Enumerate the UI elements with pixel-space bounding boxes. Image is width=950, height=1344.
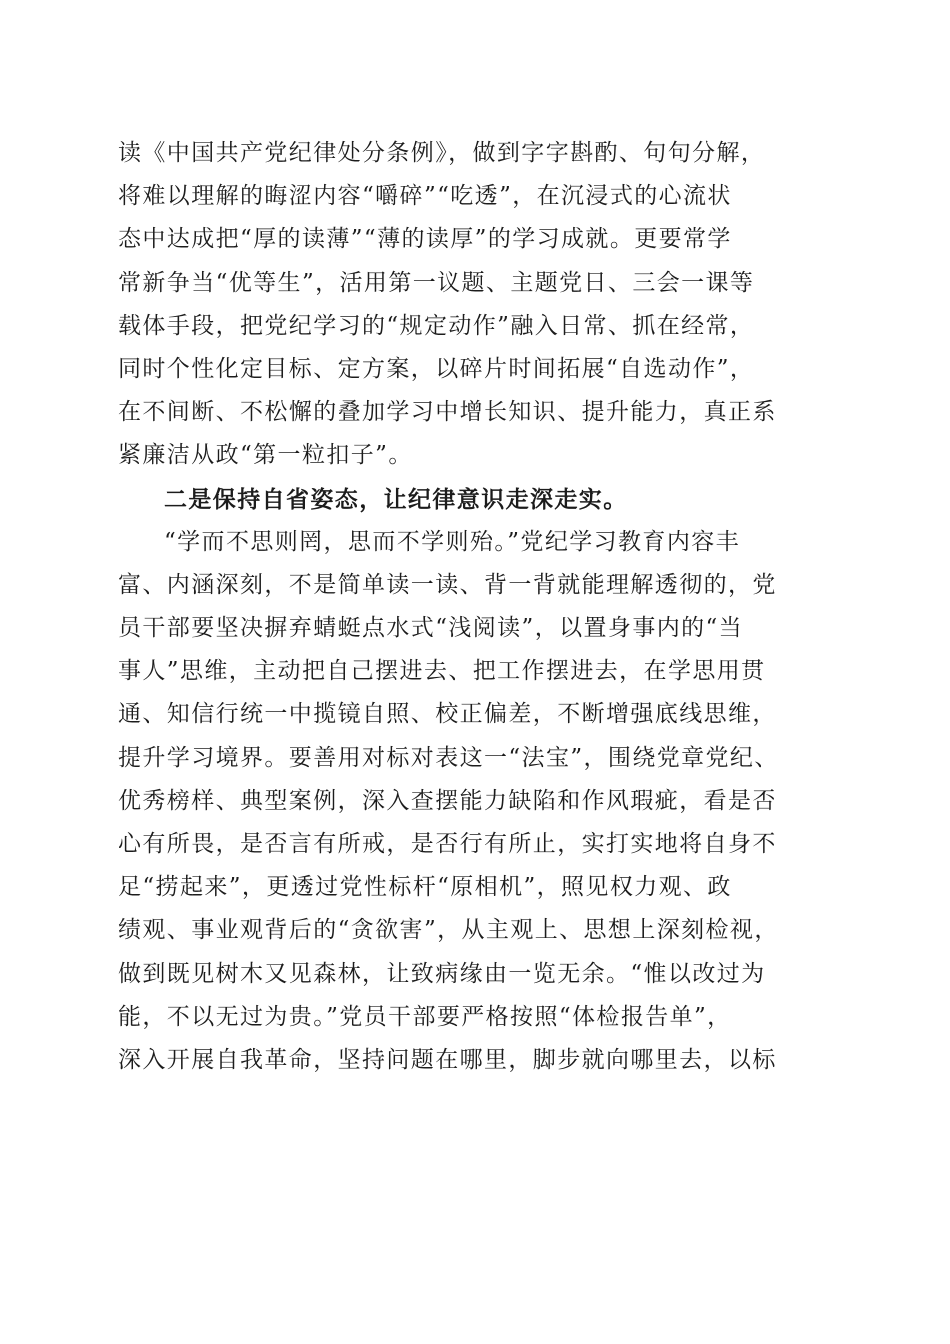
text-line: 在不间断、不松懈的叠加学习中增长知识、提升能力，真正系	[118, 399, 777, 426]
text-line: 绩观、事业观背后的“贪欲害”，从主观上、思想上深刻检视，	[118, 917, 779, 944]
text-line: 读《中国共产党纪律处分条例》，做到字字斟酌、句句分解，	[118, 140, 766, 166]
text-line: 深入开展自我革命，坚持问题在哪里，脚步就向哪里去，以标	[118, 1046, 777, 1073]
document-body	[118, 132, 838, 1082]
text-line: 载体手段，把党纪学习的“规定动作”融入日常、抓在经常，	[118, 312, 755, 339]
text-line: 事人”思维，主动把自己摆进去、把工作摆进去，在学思用贯	[118, 658, 766, 685]
text-line: 态中达成把“厚的读薄”“薄的读厚”的学习成就。更要常学	[118, 226, 732, 253]
text-line: 能，不以无过为贵。”党员干部要严格按照“体检报告单”，	[118, 1003, 732, 1030]
text-line: 优秀榜样、典型案例，深入查摆能力缺陷和作风瑕疵，看是否	[118, 787, 777, 814]
paragraph-2	[118, 521, 838, 1082]
text-line: “学而不思则罔，思而不学则殆。”党纪学习教育内容丰	[164, 528, 741, 555]
text-line: 员干部要坚决摒弃蜻蜓点水式“浅阅读”，以置身事内的“当	[118, 615, 744, 642]
text-line: 同时个性化定目标、定方案，以碎片时间拓展“自选动作”，	[118, 355, 755, 382]
section-heading: 二是保持自省姿态，让纪律意识走深走实。	[164, 485, 628, 513]
text-line: 心有所畏，是否言有所戒，是否行有所止，实打实地将自身不	[118, 831, 777, 857]
text-line: 将难以理解的晦涩内容“嚼碎”“吃透”，在沉浸式的心流状	[118, 183, 732, 210]
text-line: 紧廉洁从政“第一粒扣子”。	[118, 442, 413, 469]
text-line: 足“捞起来”，更透过党性标杆“原相机”，照见权力观、政	[118, 874, 732, 901]
text-line: 常新争当“优等生”，活用第一议题、主题党日、三会一课等	[118, 269, 755, 296]
text-line: 通、知信行统一中揽镜自照、校正偏差，不断增强底线思维，	[118, 701, 777, 728]
text-line: 提升学习境界。要善用对标对表这一“法宝”，围绕党章党纪、	[118, 744, 779, 771]
text-line: 做到既见树木又见森林，让致病缘由一览无余。“惟以改过为	[118, 960, 766, 987]
paragraph-1	[118, 132, 838, 478]
text-line: 富、内涵深刻，不是简单读一读、背一背就能理解透彻的，党	[118, 571, 777, 598]
